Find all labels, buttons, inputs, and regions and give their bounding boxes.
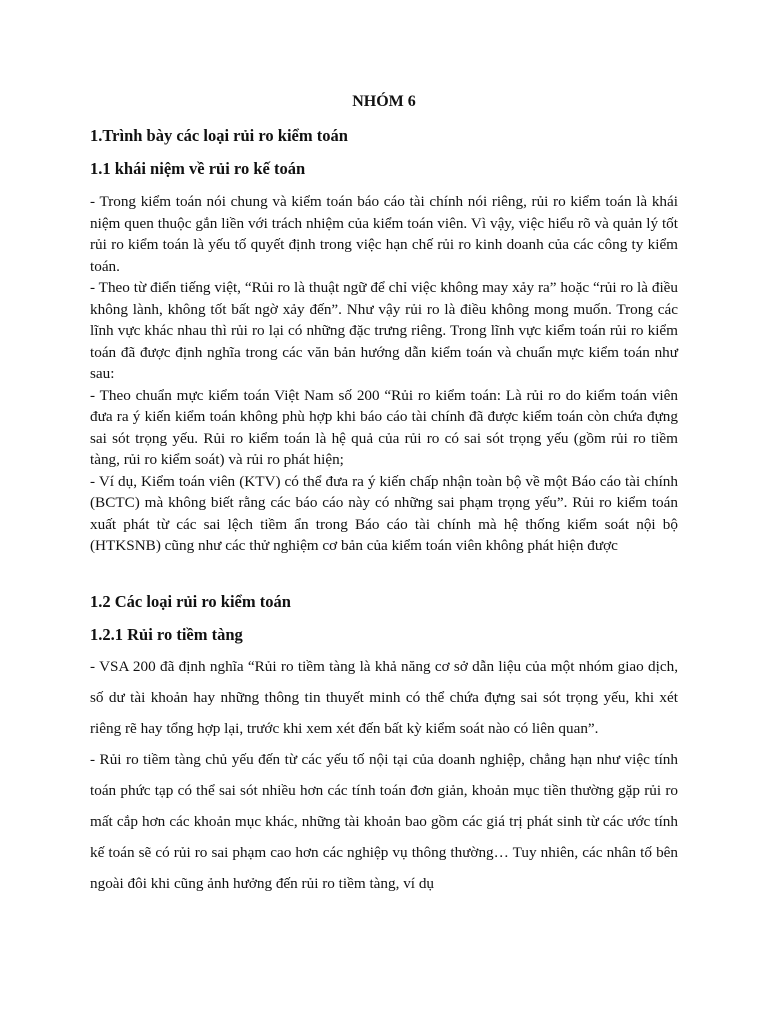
heading-1-2: 1.2 Các loại rủi ro kiểm toán: [90, 592, 291, 611]
heading-1: 1.Trình bày các loại rủi ro kiểm toán: [90, 126, 348, 145]
heading-1-1: 1.1 khái niệm về rủi ro kế toán: [90, 159, 306, 178]
paragraph: - Rủi ro tiềm tàng chủ yếu đến từ các yếu tố nội tại của doanh nghiệp, chẳng hạn như việc tính toán phức tạp có thể sai sót nhiều hơn các tính toán đơn giản, khoản mục tiền thường gặp rủi ro mất cắp hơn các khoản mục khác, những tài khoản bao gồm các giá trị phát sinh từ các ước tính kế toán sẽ có rủi ro sai phạm cao hơn các nghiệp vụ thông thường… Tuy nhiên, các nhân tố bên ngoài đôi khi cũng ảnh hưởng đến rủi ro tiềm tàng, ví dụ: [90, 751, 678, 892]
section-1-1-body: [90, 191, 678, 557]
heading-1-2-1: 1.2.1 Rủi ro tiềm tàng: [90, 625, 243, 644]
paragraph: - Theo chuẩn mực kiểm toán Việt Nam số 200 “Rủi ro kiểm toán: Là rủi ro do kiểm toán viên đưa ra ý kiến kiểm toán không phù hợp khi báo cáo tài chính đã được kiểm toán còn chứa đựng sai sót trọng yếu. Rủi ro kiểm toán là hệ quả của rủi ro có sai sót trọng yếu (gồm rủi ro tiềm tàng, rủi ro kiểm soát) và rủi ro phát hiện;: [90, 386, 678, 468]
document-title: NHÓM 6: [352, 93, 416, 110]
paragraph: - Ví dụ, Kiểm toán viên (KTV) có thể đưa ra ý kiến chấp nhận toàn bộ về một Báo cáo tài chính (BCTC) mà không biết rằng các báo cáo này có những sai phạm trọng yếu”. Rủi ro kiểm toán xuất phát từ các sai lệch tiềm ẩn trong Báo cáo tài chính mà hệ thống kiểm soát nội bộ (HTKSNB) cũng như các thử nghiệm cơ bản của kiểm toán viên không phát hiện được: [90, 472, 678, 554]
paragraph: - Trong kiểm toán nói chung và kiểm toán báo cáo tài chính nói riêng, rủi ro kiểm toán là khái niệm quen thuộc gắn liền với trách nhiệm của kiểm toán viên. Vì vậy, việc hiểu rõ và quản lý tốt rủi ro kiểm toán là yếu tố quyết định trong việc hạn chế rủi ro kinh doanh của các công ty kiểm toán.: [90, 193, 678, 275]
section-1-2-1-body: [90, 651, 678, 899]
paragraph: - Theo từ điển tiếng việt, “Rủi ro là thuật ngữ để chỉ việc không may xảy ra” hoặc “rủi ro là điều không lành, không tốt bất ngờ xảy đến”. Như vậy rủi ro là điều không mong muốn. Trong các lĩnh vực khác nhau thì rủi ro lại có những đặc trưng riêng. Trong lĩnh vực kiểm toán rủi ro kiểm toán đã được định nghĩa trong các văn bản hướng dẫn kiểm toán và chuẩn mực kiểm toán như sau:: [90, 279, 678, 382]
paragraph: - VSA 200 đã định nghĩa “Rủi ro tiềm tàng là khả năng cơ sở dẫn liệu của một nhóm giao dịch, số dư tài khoản hay những thông tin thuyết minh có thể chứa đựng sai sót trọng yếu, khi xét riêng rẽ hay tổng hợp lại, trước khi xem xét đến bất kỳ kiểm soát nào có liên quan”.: [90, 658, 678, 737]
